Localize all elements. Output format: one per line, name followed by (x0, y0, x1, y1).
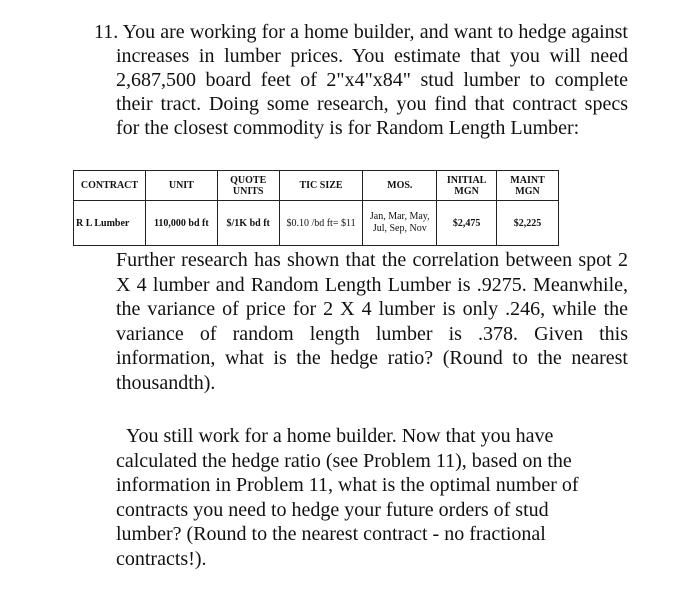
table-header-row (74, 171, 559, 201)
cell-contract: R L Lumber (74, 201, 146, 246)
second-question: You still work for a home builder. Now that you have calculated the hedge ratio (see Problem 11), based on the information in Problem 11, what is the optimal number of contracts you need to hedge your future orders of stud lumber? (Round to the nearest contract - no fractional contracts!). (116, 425, 579, 570)
header-unit: UNIT (145, 171, 217, 201)
cell-initial-mgn: $2,475 (437, 201, 497, 246)
cell-tic-size: $0.10 /bd ft= $11 (279, 201, 363, 246)
cell-maint-mgn: $2,225 (497, 201, 559, 246)
contract-spec-table (73, 170, 559, 246)
header-quote-units: QUOTE UNITS (217, 171, 279, 201)
cell-unit: 110,000 bd ft (145, 201, 217, 246)
problem-number: 11. (94, 21, 119, 43)
followup-question: Further research has shown that the correlation between spot 2 X 4 lumber and Random Length Lumber is .9275. Meanwhile, the variance of price for 2 X 4 lumber is only .246, while the variance of random length lumber is .378. Given this information, what is the hedge ratio? (Round to the nearest thousandth). (116, 249, 628, 394)
header-tic-size: TIC SIZE (279, 171, 363, 201)
cell-quote-units: $/1K bd ft (217, 201, 279, 246)
header-maint-mgn: MAINT MGN (497, 171, 559, 201)
problem-intro (94, 20, 628, 140)
header-contract: CONTRACT (74, 171, 146, 201)
header-mos: MOS. (363, 171, 437, 201)
problem-intro-text: You are working for a home builder, and want to hedge against increases in lumber prices. You estimate that you will need 2,687,500 board feet of 2"x4"x84" stud lumber to complete their tract. Doing some research, you find that contract specs for the closest commodity is for Random Length Lumber: (116, 21, 628, 139)
table-row (74, 201, 559, 246)
cell-mos: Jan, Mar, May, Jul, Sep, Nov (363, 201, 437, 246)
header-initial-mgn: INITIAL MGN (437, 171, 497, 201)
